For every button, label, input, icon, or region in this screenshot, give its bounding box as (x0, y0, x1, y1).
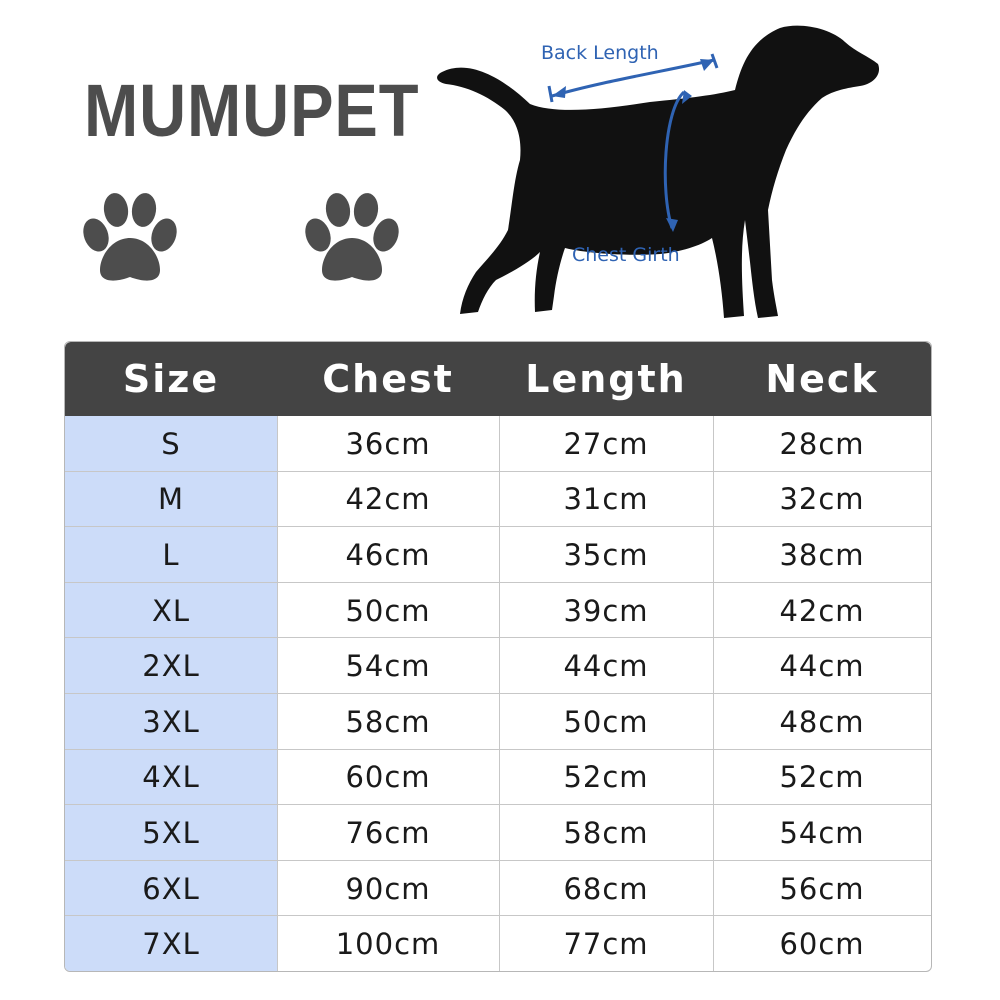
table-row (65, 638, 931, 694)
chest-cell: 46cm (345, 537, 431, 572)
length-cell: 77cm (563, 927, 649, 962)
chest-cell: 50cm (345, 593, 431, 628)
size-cell: S (161, 426, 181, 461)
header-size: Size (122, 357, 220, 401)
chest-cell: 90cm (345, 871, 431, 906)
length-cell: 27cm (563, 426, 649, 461)
length-cell: 44cm (563, 649, 649, 684)
size-cell: 6XL (142, 871, 200, 906)
chest-cell: 60cm (345, 760, 431, 795)
length-cell: 31cm (563, 482, 649, 517)
back-length-label: Back Length (541, 42, 659, 64)
length-cell: 35cm (563, 537, 649, 572)
length-cell: 68cm (563, 871, 649, 906)
table-row (65, 916, 931, 972)
size-cell: 3XL (142, 704, 200, 739)
chest-cell: 36cm (345, 426, 431, 461)
neck-cell: 42cm (779, 593, 865, 628)
table-body (65, 416, 931, 972)
chest-cell: 100cm (335, 927, 441, 962)
neck-cell: 54cm (779, 815, 865, 850)
header-length: Length (525, 357, 687, 401)
neck-cell: 44cm (779, 649, 865, 684)
chest-cell: 58cm (345, 704, 431, 739)
size-cell: 4XL (142, 760, 200, 795)
paw-print-icon (298, 190, 408, 290)
table-header (65, 342, 931, 416)
neck-cell: 28cm (779, 426, 865, 461)
size-chart-table (64, 341, 932, 972)
neck-cell: 52cm (779, 760, 865, 795)
header-neck: Neck (765, 357, 879, 401)
table-row (65, 472, 931, 528)
dog-measurement-diagram (430, 18, 900, 333)
table-row (65, 416, 931, 472)
size-cell: L (162, 537, 180, 572)
table-row (65, 750, 931, 806)
neck-cell: 32cm (779, 482, 865, 517)
neck-cell: 48cm (779, 704, 865, 739)
header-chest: Chest (322, 357, 454, 401)
table-row (65, 861, 931, 917)
table-row (65, 694, 931, 750)
neck-cell: 38cm (779, 537, 865, 572)
length-cell: 39cm (563, 593, 649, 628)
table-row (65, 805, 931, 861)
length-cell: 58cm (563, 815, 649, 850)
chest-cell: 54cm (345, 649, 431, 684)
dog-silhouette-icon (437, 26, 879, 318)
table-row (65, 527, 931, 583)
chest-girth-label: Chest Girth (572, 244, 680, 266)
table-row (65, 583, 931, 639)
size-cell: 7XL (142, 927, 200, 962)
paw-print-icon (76, 190, 186, 290)
length-cell: 50cm (563, 704, 649, 739)
brand-logo: MUMUPET (84, 69, 420, 152)
size-cell: XL (151, 593, 191, 628)
neck-cell: 60cm (779, 927, 865, 962)
back-length-arrow (552, 60, 714, 96)
length-cell: 52cm (563, 760, 649, 795)
chest-cell: 76cm (345, 815, 431, 850)
size-cell: 5XL (142, 815, 200, 850)
size-cell: M (157, 482, 185, 517)
neck-cell: 56cm (779, 871, 865, 906)
chest-cell: 42cm (345, 482, 431, 517)
size-cell: 2XL (142, 649, 200, 684)
